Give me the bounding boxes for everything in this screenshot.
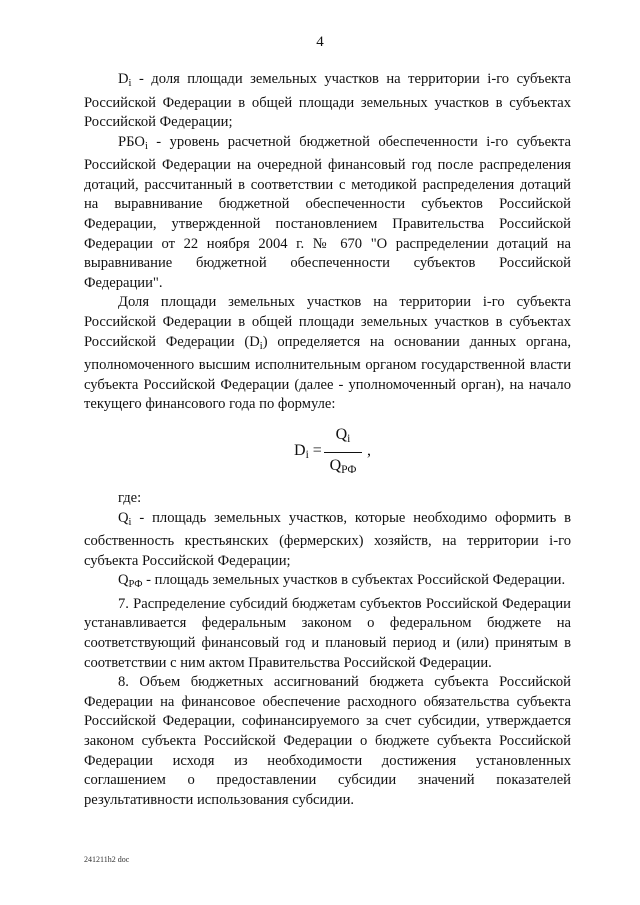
paragraph-text: Доля площади земельных участков на территории i-го субъекта Российской Федерации в общей площади земельных участков в субъектах Российской Федерации (D bbox=[84, 294, 571, 350]
where-label: где: bbox=[118, 489, 142, 506]
formula-denominator: $Q_{РФ}$ bbox=[329, 456, 357, 476]
symbol: РБО bbox=[118, 133, 145, 150]
fraction-bar bbox=[324, 452, 362, 453]
symbol: Q bbox=[118, 572, 129, 589]
formula-fraction bbox=[324, 425, 362, 481]
definition-rbo bbox=[84, 133, 571, 294]
paragraph-7: 7. Распределение субсидий бюджетам субъектов Российской Федерации устанавливается федеральным законом о федеральном бюджете на соответствующий финансовый год и плановый период и (или) принятым в соответствии с ним актом Правительства Российской Федерации. bbox=[84, 595, 571, 671]
definition-text: - уровень расчетной бюджетной обеспеченности i-го субъекта Российской Федерации на очередной финансовый год после распределения дотаций, рассчитанный в соответствии с методикой распределения дотаций на выравнивание бюджетной обеспеченности субъектов Российской Федерации, утвержденной постановлением Правительства Российской Федерации от 22 ноября 2004 г. № 670 "О распределении дотаций на выравнивание бюджетной обеспеченности субъектов Российской Федерации". bbox=[84, 133, 571, 291]
definition-qrf bbox=[84, 571, 571, 595]
symbol-subscript: РФ bbox=[128, 579, 143, 591]
definition-di bbox=[84, 70, 571, 133]
page-number: 4 bbox=[316, 34, 324, 50]
footer-doc-id: 241211h2 doc bbox=[84, 855, 130, 864]
formula-numerator: $Q_i$ bbox=[335, 425, 351, 446]
definition-text: - площадь земельных участков в субъектах Российской Федерации. bbox=[142, 572, 566, 589]
definition-qi bbox=[84, 509, 571, 572]
symbol-subscript: i bbox=[128, 516, 132, 528]
paragraph-8: 8. Объем бюджетных ассигнований бюджета субъекта Российской Федерации на финансовое обеспечение расходного обязательства субъекта Российской Федерации, софинансируемого за счет субсидии, утверждается законом субъекта Российской Федерации о бюджете субъекта Российской Федерации исходя из необходимости достижения установленных соглашением о предоставлении субсидии значений показателей результативности использования субсидии. bbox=[84, 674, 571, 808]
paragraph-text: ) определяется на основании данных органа, уполномоченного высшим исполнительным органом государственной власти субъекта Российской Федерации (далее - уполномоченный орган), на начало текущего финансового года по формуле: bbox=[84, 333, 571, 413]
definition-text: - площадь земельных участков, которые необходимо оформить в собственность крестьянских (фермерских) хозяйств, на территории i-го субъекта Российской Федерации; bbox=[84, 509, 571, 569]
symbol-subscript: i bbox=[144, 140, 148, 152]
formula-comma: , bbox=[367, 441, 371, 459]
formula-lhs: $D_i$ = bbox=[294, 441, 322, 462]
symbol: D bbox=[118, 71, 129, 87]
formula bbox=[84, 419, 571, 481]
symbol-subscript: i bbox=[259, 340, 263, 352]
definition-text: - доля площади земельных участков на территории i-го субъекта Российской Федерации в общей площади земельных участков в субъектах Российской Федерации; bbox=[84, 71, 571, 131]
paragraph-share bbox=[84, 293, 571, 415]
symbol-subscript: i bbox=[128, 77, 132, 89]
symbol: Q bbox=[118, 509, 129, 526]
document-body bbox=[84, 70, 571, 810]
